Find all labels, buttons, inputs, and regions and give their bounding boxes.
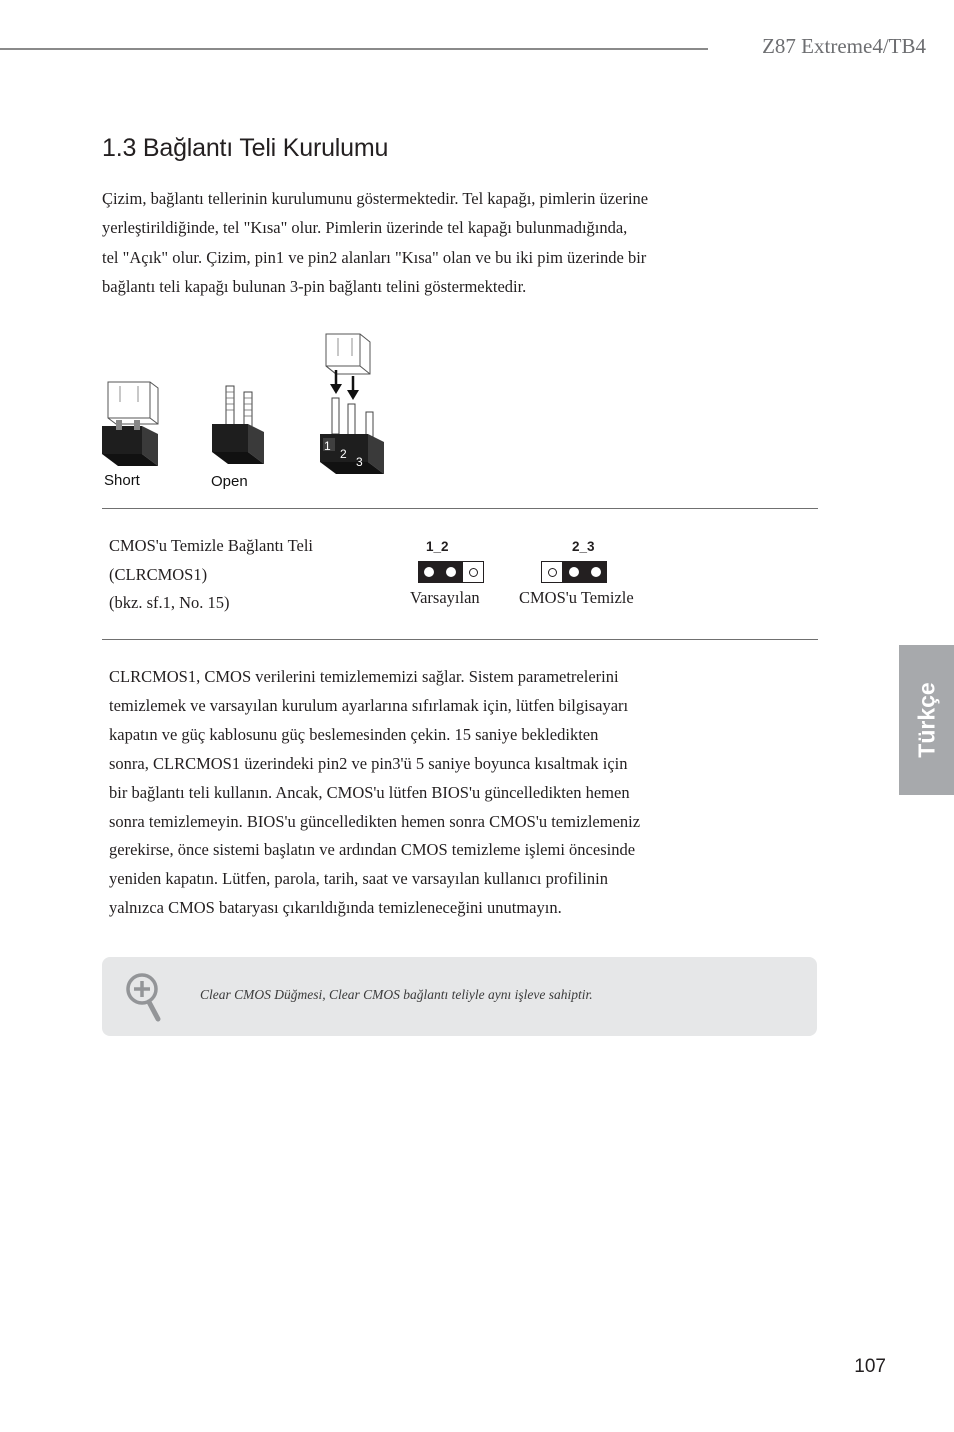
pin-number-3: 3 — [356, 455, 363, 469]
body-line: temizlemek ve varsayılan kurulum ayarlarına sıfırlamak için, lütfen bilgisayarı — [109, 695, 629, 715]
intro-paragraph — [102, 184, 802, 301]
jumper-illustration-svg — [98, 326, 398, 496]
magnifier-plus-icon — [124, 971, 168, 1023]
intro-line: Çizim, bağlantı tellerinin kurulumunu göstermektedir. Tel kapağı, pimlerin üzerine — [102, 189, 649, 208]
body-line: yalnızca CMOS bataryası çıkarıldığında temizleneceğini unutmayın. — [109, 898, 562, 918]
three-pin-jumper-drawing — [320, 334, 384, 474]
section-title: 1.3 Bağlantı Teli Kurulumu — [102, 134, 389, 162]
pin-number-2: 2 — [340, 447, 347, 461]
pin-open — [462, 561, 484, 583]
body-line: sonra, CLRCMOS1 üzerindeki pin2 ve pin3'ü 5 saniye boyunca kısaltmak için — [109, 753, 628, 773]
table-bottom-rule — [102, 639, 818, 640]
jumper-name — [109, 532, 399, 618]
jumper-illustration — [98, 326, 398, 496]
clear-pins-label: 2_3 — [572, 539, 595, 554]
jumper-name-line: (CLRCMOS1) — [109, 564, 208, 584]
default-setting-label: Varsayılan — [410, 588, 480, 607]
body-line: gerekirse, önce sistemi başlatın ve ardından CMOS temizleme işlemi öncesinde — [109, 840, 636, 860]
pin-shorted — [585, 561, 607, 583]
default-jumper-diagram — [418, 561, 484, 583]
short-label: Short — [104, 472, 140, 489]
jumper-name-line: CMOS'u Temizle Bağlantı Teli — [109, 536, 313, 555]
body-line: bir bağlantı teli kullanın. Ancak, CMOS'u lütfen BIOS'u güncelledikten hemen — [109, 782, 630, 802]
note-text: Clear CMOS Düğmesi, Clear CMOS bağlantı teliyle aynı işleve sahiptir. — [200, 987, 593, 1002]
language-tab — [899, 645, 954, 795]
open-label: Open — [211, 473, 248, 490]
body-line: yeniden kapatın. Lütfen, parola, tarih, saat ve varsayılan kullanıcı profilinin — [109, 869, 608, 889]
body-line: kapatın ve güç kablosunu güç beslemesinden çekin. 15 saniye bekledikten — [109, 724, 599, 744]
pin-shorted — [563, 561, 585, 583]
clear-cmos-jumper-diagram — [541, 561, 607, 583]
pin-shorted — [440, 561, 462, 583]
clrcmos-description — [109, 663, 809, 923]
table-top-rule — [102, 508, 818, 509]
intro-line: yerleştirildiğinde, tel "Kısa" olur. Pimlerin üzerinde tel kapağı bulunmadığında, — [102, 218, 628, 238]
intro-line: tel "Açık" olur. Çizim, pin1 ve pin2 alanları "Kısa" olan ve bu iki pim üzerinde bir — [102, 247, 647, 267]
body-line: sonra temizlemeyin. BIOS'u güncelledikten hemen sonra CMOS'u temizlemeniz — [109, 811, 641, 831]
language-tab-label: Türkçe — [913, 682, 939, 758]
default-pins-label: 1_2 — [426, 539, 449, 554]
jumper-name-line: (bkz. sf.1, No. 15) — [109, 593, 230, 612]
header-model-name: Z87 Extreme4/TB4 — [762, 34, 926, 58]
note-box — [102, 957, 817, 1036]
header-rule — [0, 48, 708, 50]
pin-number-1: 1 — [324, 439, 331, 453]
pin-shorted — [418, 561, 440, 583]
pin-open — [541, 561, 563, 583]
open-jumper-drawing — [212, 386, 264, 464]
short-jumper-drawing — [102, 382, 158, 466]
body-line: CLRCMOS1, CMOS verilerini temizlememizi sağlar. Sistem parametrelerini — [109, 667, 619, 686]
page-number: 107 — [854, 1356, 886, 1377]
intro-line: bağlantı teli kapağı bulunan 3-pin bağlantı telini göstermektedir. — [102, 276, 527, 296]
clear-setting-label: CMOS'u Temizle — [519, 588, 634, 607]
